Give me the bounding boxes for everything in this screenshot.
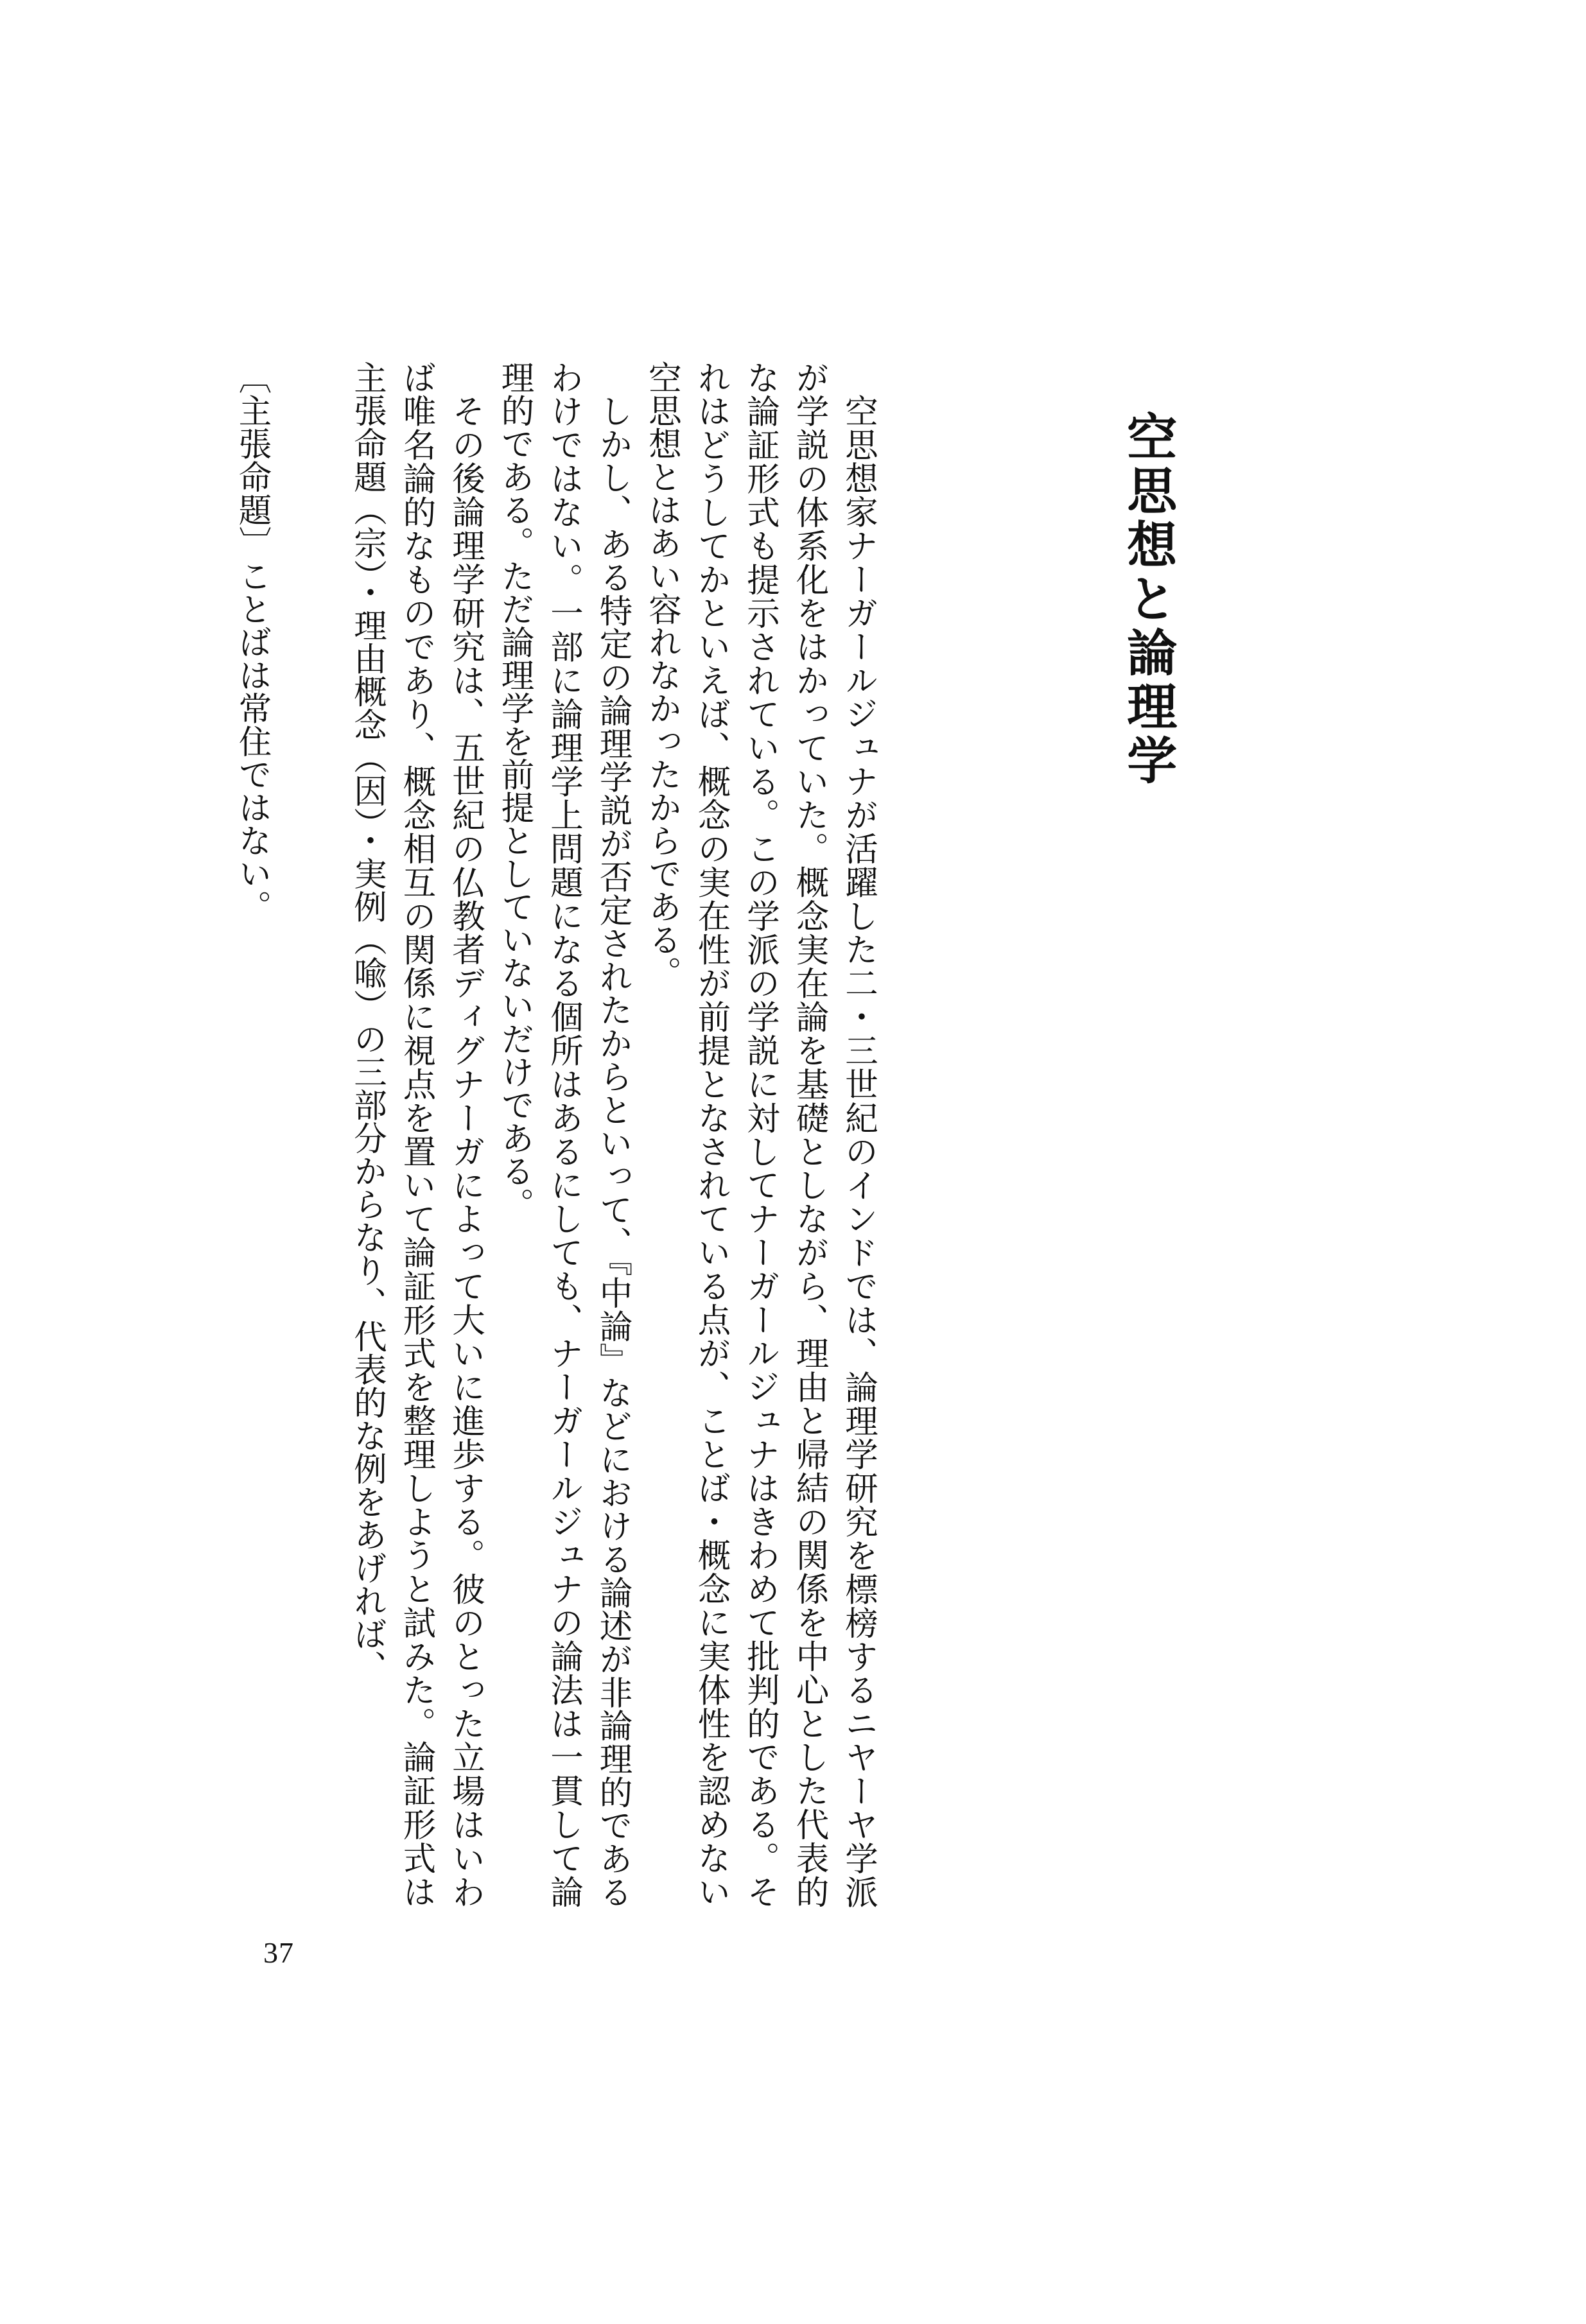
paragraph-3: その後論理学研究は、五世紀の仏教者ディグナーガによって大いに進歩する。彼のとった立場はいわば唯名論的なものであり、概念相互の関係に視点を置いて論証形式を整理しようと試みた。論証形式は主張命題（宗）・理由概念（因）・実例（喩）の三部分からなり、代表的な例をあげれば、: [348, 361, 485, 1908]
body-text: [215, 361, 883, 1908]
example-proposition: 〔主張命題〕ことばは常住ではない。: [232, 361, 272, 923]
section-title: 空思想と論理学: [1119, 411, 1178, 788]
paragraph-1: 空思想家ナーガールジュナが活躍した二・三世紀のインドでは、論理学研究を標榜するニヤーヤ学派が学説の体系化をはかっていた。概念実在論を基礎としながら、理由と帰結の関係を中心とした代表的な論証形式も提示されている。この学派の学説に対してナーガールジュナはきわめて批判的である。それはどうしてかといえば、概念の実在性が前提となされている点が、ことば・概念に実体性を認めない空思想とはあい容れなかったからである。: [643, 361, 878, 1909]
paragraph-2: しかし、ある特定の論理学説が否定されたからといって、『中論』などにおける論述が非論理的であるわけではない。一部に論理学上問題になる個所はあるにしても、ナーガールジュナの論法は一貫して論理的である。ただ論理学を前提としていないだけである。: [495, 361, 632, 1908]
page-number: 37: [263, 1936, 294, 1969]
